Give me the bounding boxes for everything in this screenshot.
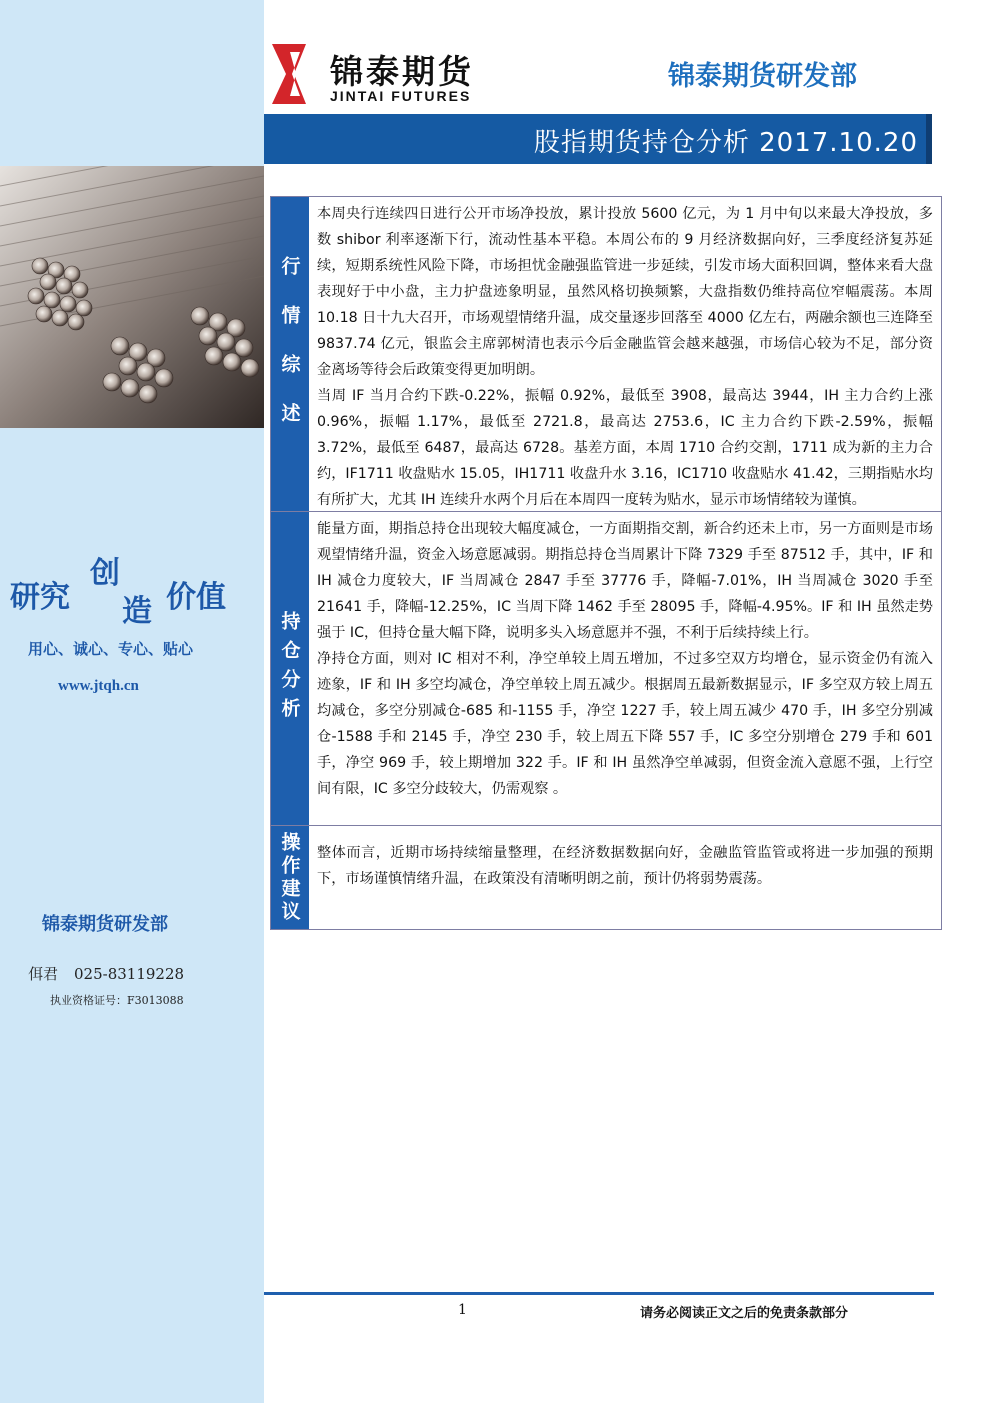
- motto: 用心、诚心、专心、贴心: [28, 640, 194, 658]
- section-body: [309, 197, 941, 511]
- analyst-phone: 025-83119228: [74, 965, 185, 983]
- steel-bars-illustration: [0, 166, 264, 428]
- report-table: [270, 196, 942, 930]
- section-body: [309, 826, 941, 929]
- slogan-create-1: 创: [90, 556, 120, 591]
- analyst-name: 佴君: [28, 965, 59, 983]
- section-heading: 持仓分析: [278, 610, 301, 727]
- logo-emblem-icon: [266, 44, 324, 104]
- report-title-bar: [264, 114, 932, 164]
- sidebar: [0, 0, 264, 1403]
- section-heading-cell: [271, 197, 309, 511]
- sidebar-department: 锦泰期货研发部: [42, 914, 168, 935]
- slogan: [10, 548, 260, 629]
- slogan-create-2: 造: [122, 594, 152, 629]
- section-trading-advice: [271, 825, 941, 929]
- paragraph: 整体而言，近期市场持续缩量整理，在经济数据数据向好，金融监管监管或将进一步加强的预期下，市场谨慎情绪升温，在政策没有清晰明朗之前，预计仍将弱势震荡。: [317, 845, 933, 887]
- slogan-research: 研究: [10, 580, 70, 615]
- paragraph: 净持仓方面，则对 IC 相对不利，净空单较上周五增加，不过多空双方均增仓，显示资金仍有流入迹象，IF 和 IH 多空均减仓，净空单较上周五减少。根据周五最新数据显示，IF 多空双方较上周五均减仓，多空分别减仓-685 和-1155 手，净空 1227 手，较上周五减少 470 手，IH 多空分别减仓-1588 手和 2145 手，净空 230 手，较上周五下降 557 手，IC 多空分别增仓 279 手和 601 手，净空 969 手，较上期增加 322 手。IF 和 IH 虽然净空单减弱，但资金流入意愿不强，上行空间有限，IC 多空分歧较大，仍需观察 。: [317, 651, 933, 797]
- disclaimer-note: 请务必阅读正文之后的免责条款部分: [640, 1306, 849, 1321]
- company-logo: [266, 44, 496, 108]
- section-heading-cell: [271, 512, 309, 825]
- section-heading: 操作建议: [278, 831, 301, 924]
- page-number: 1: [458, 1302, 467, 1318]
- header-department: 锦泰期货研发部: [668, 61, 857, 92]
- logo-english-name: JINTAI FUTURES: [330, 88, 472, 104]
- section-position-analysis: [271, 511, 941, 825]
- section-market-review: [271, 197, 941, 511]
- paragraph: 能量方面，期指总持仓出现较大幅度减仓，一方面期指交割，新合约还未上市，另一方面则是市场观望情绪升温，资金入场意愿减弱。期指总持仓当周累计下降 7329 手至 87512 手，其中，IF 和 IH 减仓力度较大，IF 当周减仓 2847 手至 37776 手，降幅-7.01%，IH 当周减仓 3020 手至 21641 手，降幅-12.25%，IC 当周下降 1462 手至 28095 手，降幅-4.95%。IF 和 IH 虽然走势强于 IC，但持仓量大幅下降，说明多头入场意愿并不强，不利于后续持续上行。: [317, 521, 933, 641]
- section-heading-cell: [271, 826, 309, 929]
- logo-chinese-name: 锦泰期货: [330, 52, 474, 91]
- section-body: [309, 512, 941, 825]
- steel-bars-photo: [0, 166, 264, 428]
- analyst-contact: [28, 963, 184, 984]
- section-heading: 行情综述: [278, 256, 301, 452]
- website-link[interactable]: www.jtqh.cn: [58, 678, 139, 694]
- footer-divider: [264, 1292, 934, 1295]
- analyst-certificate: 执业资格证号：F3013088: [50, 994, 184, 1007]
- paragraph: 本周央行连续四日进行公开市场净投放，累计投放 5600 亿元，为 1 月中旬以来最大净投放，多数 shibor 利率逐渐下行，流动性基本平稳。本周公布的 9 月经济数据向好，三季度经济复苏延续，短期系统性风险下降，市场担忧金融强监管进一步延续，引发市场大面积回调，整体来看大盘表现好于中小盘，主力护盘迹象明显，虽然风格切换频繁，大盘指数仍维持高位窄幅震荡。本周 10.18 日十九大召开，市场观望情绪升温，成交量逐步回落至 4000 亿左右，两融余额也三连降至 9837.74 亿元，银监会主席郭树清也表示今后金融监管会越来越强，市场信心较为不足，部分资金离场等待会后政策变得更加明朗。: [317, 206, 933, 378]
- slogan-value: 价值: [166, 580, 226, 615]
- paragraph: 当周 IF 当月合约下跌-0.22%，振幅 0.92%，最低至 3908，最高达 3944，IH 主力合约上涨 0.96%，振幅 1.17%，最低至 2721.8，最高达 2753.6，IC 主力合约下跌-2.59%，振幅 3.72%，最低至 6487，最高达 6728。基差方面，本周 1710 合约交割，1711 成为新的主力合约，IF1711 收盘贴水 15.05，IH1711 收盘升水 3.16，IC1710 收盘贴水 41.42，三期指贴水均有所扩大，尤其 IH 连续升水两个月后在本周四一度转为贴水，显示市场情绪较为谨慎。: [317, 388, 933, 508]
- report-title: 股指期货持仓分析 2017.10.20: [533, 128, 918, 158]
